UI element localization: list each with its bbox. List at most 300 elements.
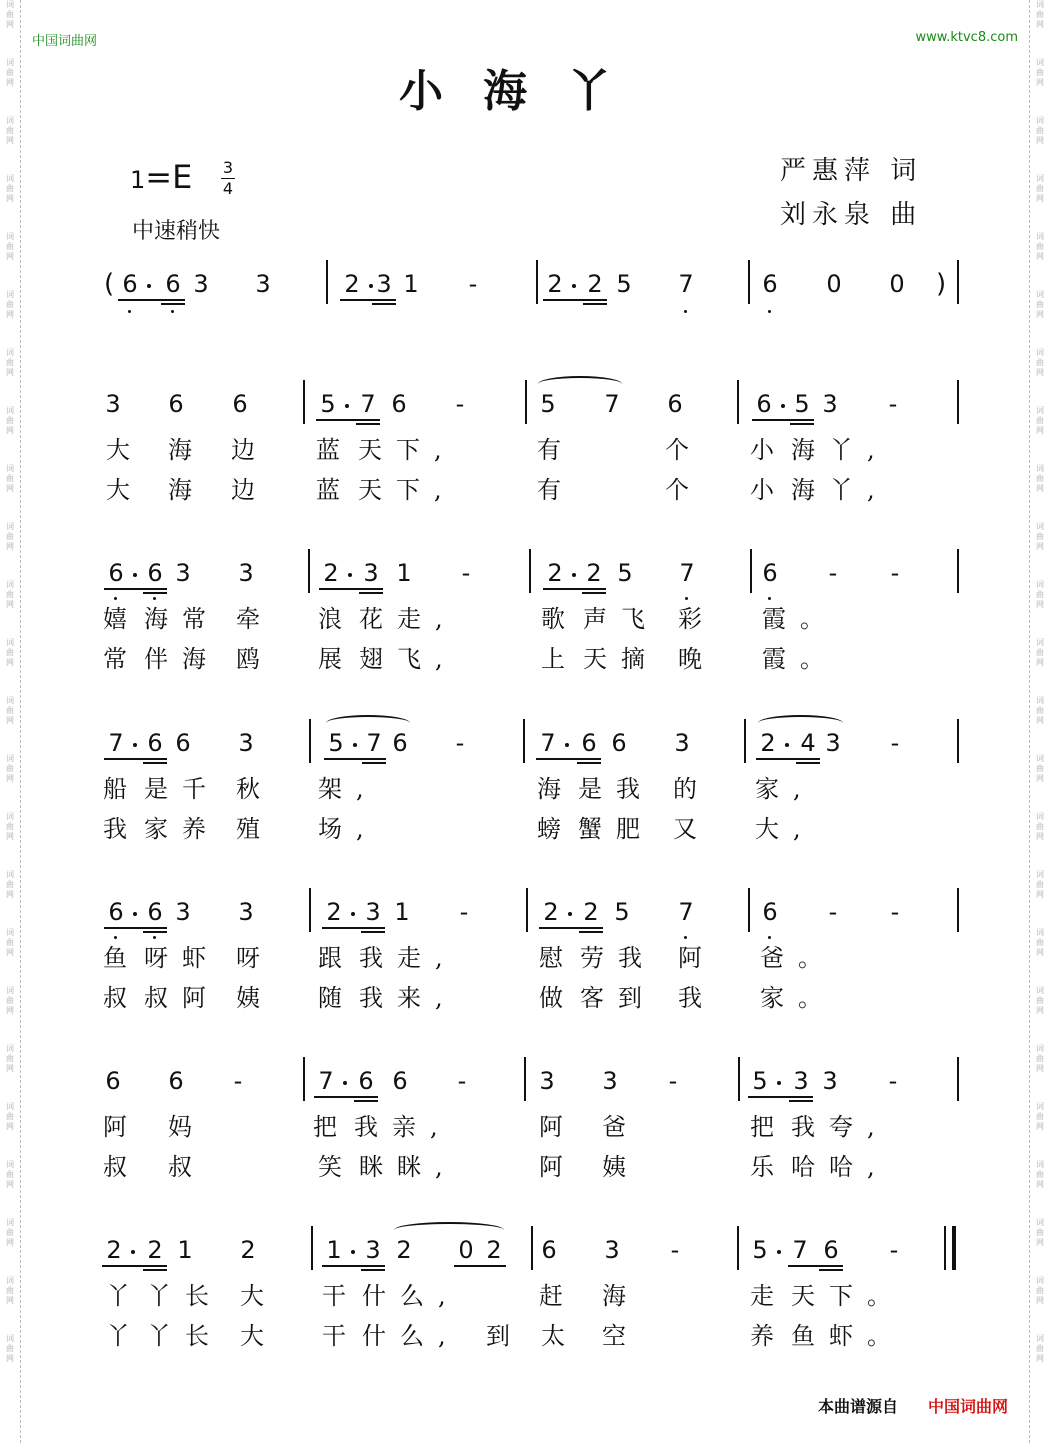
augmentation-dot xyxy=(572,284,576,288)
final-barline xyxy=(952,1226,956,1270)
note: - xyxy=(890,729,900,757)
note: 6 xyxy=(147,729,163,757)
note: 2 xyxy=(587,270,603,298)
watermark-text: 词 曲 网 xyxy=(1036,928,1044,957)
augmentation-dot xyxy=(147,284,151,288)
note: 7 xyxy=(366,729,382,757)
footer-source-site[interactable]: 中国词曲网 xyxy=(928,1397,1009,1416)
note: - xyxy=(233,1067,243,1095)
timesig-top: 3 xyxy=(222,158,234,177)
lyric-verse1: 浪 xyxy=(318,605,356,633)
low-octave-dot xyxy=(153,936,156,939)
beam-underline-second xyxy=(359,592,383,594)
note: 7 xyxy=(108,729,124,757)
key-letter: =E xyxy=(145,158,193,196)
watermark-text: 词 曲 网 xyxy=(1036,696,1044,725)
barline xyxy=(311,1226,313,1270)
note: 5 xyxy=(617,559,633,587)
low-octave-dot xyxy=(114,597,117,600)
low-octave-dot xyxy=(768,310,771,313)
lyric-verse1: 鱼 xyxy=(103,944,141,972)
lyric-verse2: 边 xyxy=(231,476,269,504)
beam-underline-second xyxy=(579,931,603,933)
beam-underline-second xyxy=(819,1269,843,1271)
lyric-verse2: 天下, xyxy=(358,476,456,504)
lyric-verse1: 丫 xyxy=(106,1282,144,1310)
watermark-text: 词 曲 网 xyxy=(1036,232,1044,261)
augmentation-dot xyxy=(348,573,352,577)
beam-underline-second xyxy=(372,303,396,305)
note: 1 xyxy=(177,1236,193,1264)
note: 2 xyxy=(547,270,563,298)
tie-arc xyxy=(326,715,410,731)
note: - xyxy=(828,898,838,926)
barline xyxy=(750,549,752,593)
note: 2 xyxy=(543,898,559,926)
site-url-right[interactable]: www.ktvc8.com xyxy=(915,30,1018,45)
note: 2 xyxy=(760,729,776,757)
note: 5 xyxy=(320,390,336,418)
watermark-text: 词 曲 网 xyxy=(6,696,14,725)
lyric-verse1: 是千 xyxy=(144,775,220,803)
lyric-verse2: 眯眯, xyxy=(359,1153,457,1181)
lyric-verse1: 海 xyxy=(537,775,575,803)
lyric-verse1: 跟 xyxy=(318,944,356,972)
lyric-verse2: 姨 xyxy=(602,1153,640,1181)
lyric-verse1: 爸。 xyxy=(760,944,836,972)
note: 6 xyxy=(762,898,778,926)
lyric-verse2: 哈哈, xyxy=(791,1153,889,1181)
lyric-verse2: 叔 xyxy=(103,984,141,1012)
note: 0 xyxy=(826,270,842,298)
watermark-text: 词 曲 网 xyxy=(1036,870,1044,899)
barline xyxy=(524,1057,526,1101)
lyric-verse1: 海 xyxy=(602,1282,640,1310)
low-octave-dot xyxy=(114,936,117,939)
low-octave-dot xyxy=(153,597,156,600)
note: 6 xyxy=(611,729,627,757)
beam-underline-second xyxy=(143,592,167,594)
beam-underline-second xyxy=(361,1269,385,1271)
lyric-verse2: 螃 xyxy=(537,815,575,843)
lyric-verse2: 展 xyxy=(318,645,356,673)
note: 1 xyxy=(394,898,410,926)
lyric-verse2: 丫长 xyxy=(147,1322,223,1350)
watermark-text: 词 曲 网 xyxy=(6,116,14,145)
lyric-verse1: 把 xyxy=(750,1113,788,1141)
augmentation-dot xyxy=(785,743,789,747)
left-watermark-strip xyxy=(0,0,21,1443)
lyric-verse2: 蓝 xyxy=(316,476,354,504)
lyric-verse1: 大 xyxy=(106,436,144,464)
lyric-verse2: 我 xyxy=(103,815,141,843)
lyric-verse2: 我来, xyxy=(359,984,457,1012)
note: 7 xyxy=(792,1236,808,1264)
watermark-text: 词 曲 网 xyxy=(6,1044,14,1073)
lyric-verse2: 叔 xyxy=(103,1153,141,1181)
beam-underline-second xyxy=(582,592,606,594)
lyric-verse1: 海 xyxy=(168,436,206,464)
barline xyxy=(944,1226,946,1270)
watermark-text: 词 曲 网 xyxy=(6,928,14,957)
footer-source-label: 本曲谱源自 xyxy=(818,1397,899,1416)
lyric-verse1: 有 xyxy=(537,436,575,464)
watermark-text: 词 曲 网 xyxy=(1036,464,1044,493)
watermark-text: 词 曲 网 xyxy=(1036,1218,1044,1247)
watermark-text: 词 曲 网 xyxy=(1036,406,1044,435)
key-signature xyxy=(130,158,192,196)
note: 5 xyxy=(752,1236,768,1264)
lyric-verse2: 翅飞, xyxy=(359,645,457,673)
note: 5 xyxy=(616,270,632,298)
beam-underline xyxy=(104,588,167,590)
barline xyxy=(744,719,746,763)
barline xyxy=(309,888,311,932)
barline xyxy=(957,380,959,424)
lyric-verse1: 蓝 xyxy=(316,436,354,464)
note: 3 xyxy=(602,1067,618,1095)
note: - xyxy=(890,559,900,587)
lyric-verse2: 家养 xyxy=(144,815,220,843)
beam-underline xyxy=(752,419,814,421)
barline xyxy=(957,888,959,932)
note: 7 xyxy=(360,390,376,418)
note: - xyxy=(459,898,469,926)
note: 3 xyxy=(674,729,690,757)
watermark-text: 词 曲 网 xyxy=(6,174,14,203)
note: 6 xyxy=(392,1067,408,1095)
note: 6 xyxy=(168,390,184,418)
note: 6 xyxy=(105,1067,121,1095)
beam-underline xyxy=(539,927,603,929)
note: 3 xyxy=(175,898,191,926)
watermark-text: 词 曲 网 xyxy=(6,1276,14,1305)
note: 6 xyxy=(392,729,408,757)
note: - xyxy=(668,1067,678,1095)
note: 5 xyxy=(328,729,344,757)
watermark-text: 词 曲 网 xyxy=(1036,1102,1044,1131)
lyric-verse1: 什么, xyxy=(362,1282,460,1310)
lyric-verse1: 是我 xyxy=(578,775,654,803)
lyric-verse2: 殖 xyxy=(236,815,274,843)
beam-underline-second xyxy=(143,931,167,933)
barline xyxy=(748,888,750,932)
watermark-text: 词 曲 网 xyxy=(1036,58,1044,87)
note: 0 xyxy=(889,270,905,298)
note: 6 xyxy=(108,898,124,926)
watermark-text: 词 曲 网 xyxy=(1036,174,1044,203)
note: - xyxy=(455,729,465,757)
lyric-verse2: 蟹肥 xyxy=(578,815,654,843)
barline xyxy=(738,1057,740,1101)
note: 6 xyxy=(147,559,163,587)
lyric-verse1: 秋 xyxy=(236,775,274,803)
beam-underline xyxy=(543,588,606,590)
lyric-verse1: 小 xyxy=(750,436,788,464)
lyric-verse2: 阿 xyxy=(539,1153,577,1181)
note: 7 xyxy=(540,729,556,757)
lyric-verse2: 叔阿 xyxy=(144,984,220,1012)
augmentation-dot xyxy=(351,912,355,916)
lyric-verse2: 霞。 xyxy=(762,645,838,673)
note: - xyxy=(888,1067,898,1095)
beam-underline-second xyxy=(356,423,380,425)
augmentation-dot xyxy=(131,1250,135,1254)
note: 3 xyxy=(238,729,254,757)
note: 7 xyxy=(678,898,694,926)
lyric-verse2: 大 xyxy=(240,1322,278,1350)
note: 6 xyxy=(358,1067,374,1095)
watermark-text: 词 曲 网 xyxy=(1036,1044,1044,1073)
lyric-verse2: 又 xyxy=(673,815,711,843)
note: 3 xyxy=(363,559,379,587)
note: 3 xyxy=(365,898,381,926)
lyric-verse1: 呀 xyxy=(236,944,274,972)
note: 3 xyxy=(604,1236,620,1264)
note: 6 xyxy=(756,390,772,418)
beam-underline-second xyxy=(143,1269,167,1271)
note: 1 xyxy=(396,559,412,587)
watermark-text: 词 曲 网 xyxy=(1036,580,1044,609)
watermark-text: 词 曲 网 xyxy=(1036,116,1044,145)
lyric-verse2: 干 xyxy=(322,1322,360,1350)
beam-underline-second xyxy=(789,1100,813,1102)
beam-underline-second xyxy=(362,762,386,764)
note: 2 xyxy=(326,898,342,926)
beam-underline xyxy=(319,588,383,590)
barline xyxy=(525,380,527,424)
tempo-marking: 中速稍快 xyxy=(132,219,221,244)
barline xyxy=(957,260,959,304)
right-watermark-strip xyxy=(1029,0,1050,1443)
lyric-verse1: 丫长 xyxy=(147,1282,223,1310)
augmentation-dot xyxy=(345,404,349,408)
low-octave-dot xyxy=(685,597,688,600)
watermark-text: 词 曲 网 xyxy=(6,522,14,551)
low-octave-dot xyxy=(128,310,131,313)
lyric-verse1: 个 xyxy=(665,436,703,464)
composer-credit: 刘永泉 曲 xyxy=(780,200,923,230)
lyric-verse1: 我夸, xyxy=(791,1113,889,1141)
note: 3 xyxy=(822,1067,838,1095)
lyric-verse2: 海 xyxy=(168,476,206,504)
watermark-text: 词 曲 网 xyxy=(6,870,14,899)
tie-arc xyxy=(538,376,622,392)
lyric-verse1: 边 xyxy=(231,436,269,464)
note: 6 xyxy=(165,270,181,298)
lyric-verse1: 阿 xyxy=(678,944,716,972)
lyric-verse2: 鸥 xyxy=(236,645,274,673)
barline xyxy=(303,380,305,424)
lyric-verse2: 晚 xyxy=(678,645,716,673)
lyric-verse2: 个 xyxy=(665,476,703,504)
lyric-verse1: 花走, xyxy=(359,605,457,633)
beam-underline xyxy=(316,419,380,421)
lyric-verse1: 呀虾 xyxy=(144,944,220,972)
note: 6 xyxy=(232,390,248,418)
beam-underline xyxy=(314,1096,378,1098)
watermark-text: 词 曲 网 xyxy=(1036,754,1044,783)
lyric-verse1: 阿 xyxy=(103,1113,141,1141)
close-paren: ) xyxy=(936,269,947,299)
barline xyxy=(526,888,528,932)
watermark-text: 词 曲 网 xyxy=(6,1102,14,1131)
low-octave-dot xyxy=(684,310,687,313)
note: - xyxy=(468,270,478,298)
augmentation-dot xyxy=(565,743,569,747)
note: 6 xyxy=(122,270,138,298)
watermark-text: 词 曲 网 xyxy=(6,464,14,493)
note: 5 xyxy=(540,390,556,418)
beam-underline xyxy=(788,1265,843,1267)
watermark-text: 词 曲 网 xyxy=(6,0,14,29)
watermark-text: 词 曲 网 xyxy=(6,580,14,609)
lyric-verse2: 鱼虾。 xyxy=(791,1322,905,1350)
barline xyxy=(957,719,959,763)
watermark-text: 词 曲 网 xyxy=(1036,348,1044,377)
note: 3 xyxy=(825,729,841,757)
lyric-verse2: 场, xyxy=(318,815,378,843)
barline xyxy=(309,719,311,763)
beam-underline xyxy=(536,758,601,760)
beam-underline-second xyxy=(354,1100,378,1102)
note: 2 xyxy=(323,559,339,587)
lyric-verse2: 上 xyxy=(541,645,579,673)
lyric-verse2: 有 xyxy=(537,476,575,504)
watermark-text: 词 曲 网 xyxy=(1036,986,1044,1015)
lyric-verse1: 架, xyxy=(318,775,378,803)
note: 2 xyxy=(106,1236,122,1264)
lyric-verse1: 阿 xyxy=(539,1113,577,1141)
augmentation-dot xyxy=(572,573,576,577)
lyric-verse2: 小 xyxy=(750,476,788,504)
lyric-verse2: 天摘 xyxy=(583,645,659,673)
lyric-verse1: 爸 xyxy=(602,1113,640,1141)
lyric-verse1: 霞。 xyxy=(762,605,838,633)
lyric-verse1: 声飞 xyxy=(583,605,659,633)
note: 6 xyxy=(147,898,163,926)
low-octave-dot xyxy=(171,310,174,313)
watermark-text: 词 曲 网 xyxy=(6,1160,14,1189)
site-name-left[interactable]: 中国词曲网 xyxy=(32,34,98,49)
beam-underline-second xyxy=(143,762,167,764)
augmentation-dot xyxy=(353,743,357,747)
lyric-verse1: 妈 xyxy=(168,1113,206,1141)
tie-arc xyxy=(394,1222,504,1238)
watermark-text: 词 曲 网 xyxy=(6,812,14,841)
barline xyxy=(531,1226,533,1270)
low-octave-dot xyxy=(684,936,687,939)
barline xyxy=(748,260,750,304)
lyric-verse2: 做 xyxy=(539,984,577,1012)
lyric-verse1: 我走, xyxy=(359,944,457,972)
augmentation-dot xyxy=(133,743,137,747)
note: 6 xyxy=(762,270,778,298)
beam-underline xyxy=(324,758,386,760)
watermark-text: 词 曲 网 xyxy=(6,754,14,783)
beam-underline xyxy=(102,1265,167,1267)
lyric-verse1: 劳我 xyxy=(580,944,656,972)
lyric-verse1: 家, xyxy=(755,775,815,803)
augmentation-dot xyxy=(343,1081,347,1085)
beam-underline xyxy=(104,927,167,929)
note: - xyxy=(457,1067,467,1095)
beam-underline xyxy=(454,1265,506,1267)
beam-underline xyxy=(748,1096,813,1098)
tie-arc xyxy=(758,715,843,731)
timesig-bottom: 4 xyxy=(222,179,234,198)
barline xyxy=(529,549,531,593)
watermark-text: 词 曲 网 xyxy=(1036,522,1044,551)
note: 3 xyxy=(238,559,254,587)
barline xyxy=(957,1057,959,1101)
lyric-verse1: 海丫, xyxy=(791,436,889,464)
note: 2 xyxy=(586,559,602,587)
note: 2 xyxy=(396,1236,412,1264)
lyric-verse1: 大 xyxy=(240,1282,278,1310)
note: 6 xyxy=(581,729,597,757)
lyric-verse1: 的 xyxy=(673,775,711,803)
lyric-verse2: 家。 xyxy=(760,984,836,1012)
note: 6 xyxy=(541,1236,557,1264)
lyric-verse2: 笑 xyxy=(318,1153,356,1181)
note: - xyxy=(828,559,838,587)
beam-underline xyxy=(104,758,167,760)
lyric-verse1: 天下, xyxy=(358,436,456,464)
lyric-verse1: 歌 xyxy=(541,605,579,633)
lyric-verse1: 干 xyxy=(322,1282,360,1310)
note: 3 xyxy=(793,1067,809,1095)
beam-underline-second xyxy=(583,303,607,305)
note: - xyxy=(670,1236,680,1264)
watermark-text: 词 曲 网 xyxy=(1036,638,1044,667)
augmentation-dot xyxy=(133,573,137,577)
lyric-verse2: 常 xyxy=(103,645,141,673)
watermark-text: 词 曲 网 xyxy=(6,58,14,87)
watermark-text: 词 曲 网 xyxy=(1036,1276,1044,1305)
lyric-verse1: 牵 xyxy=(236,605,274,633)
beam-underline xyxy=(322,1265,385,1267)
beam-underline xyxy=(543,299,607,301)
note: - xyxy=(455,390,465,418)
score-line-1 xyxy=(0,270,1050,350)
augmentation-dot xyxy=(777,1250,781,1254)
note: 7 xyxy=(678,270,694,298)
note: 6 xyxy=(667,390,683,418)
note: 3 xyxy=(539,1067,555,1095)
augmentation-dot xyxy=(133,912,137,916)
watermark-text: 词 曲 网 xyxy=(6,1334,14,1363)
note: - xyxy=(461,559,471,587)
beam-underline-second xyxy=(577,762,601,764)
lyric-verse2: 海丫, xyxy=(791,476,889,504)
lyric-verse2: 丫 xyxy=(106,1322,144,1350)
key-one: 1 xyxy=(130,166,146,194)
note: 7 xyxy=(318,1067,334,1095)
note: 6 xyxy=(823,1236,839,1264)
lyric-verse2: 大 xyxy=(106,476,144,504)
beam-underline xyxy=(340,299,396,301)
lyric-verse2: 空 xyxy=(602,1322,640,1350)
augmentation-dot xyxy=(781,404,785,408)
watermark-text: 词 曲 网 xyxy=(1036,1160,1044,1189)
barline xyxy=(737,380,739,424)
lyric-verse1: 走 xyxy=(750,1282,788,1310)
note: 3 xyxy=(175,559,191,587)
note: 7 xyxy=(679,559,695,587)
note: 6 xyxy=(108,559,124,587)
lyric-verse1: 彩 xyxy=(678,605,716,633)
